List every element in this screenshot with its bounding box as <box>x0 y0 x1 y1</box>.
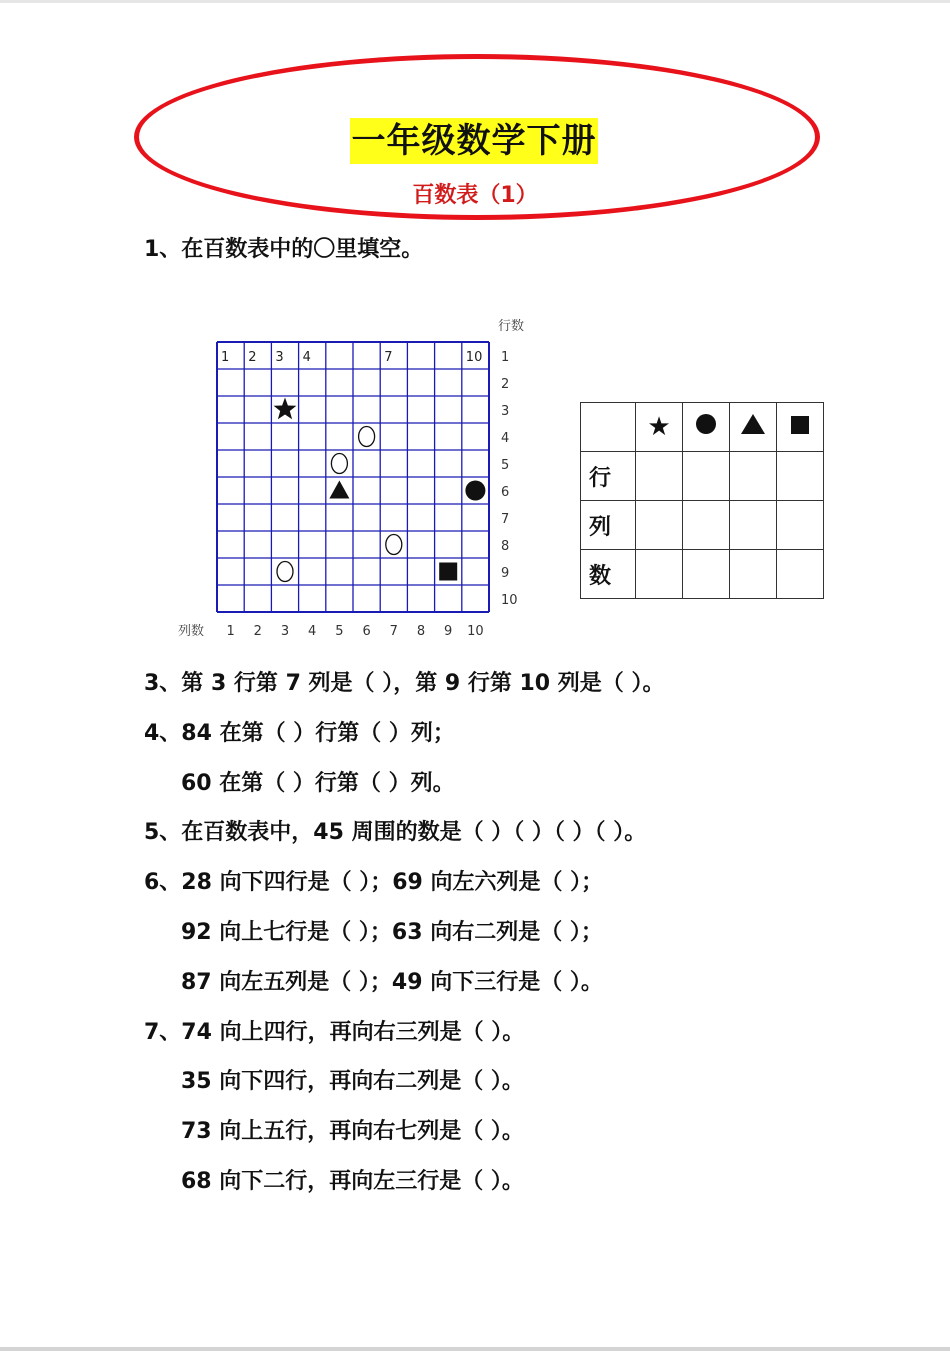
top-edge <box>0 0 950 3</box>
column-axis-label: 列数 <box>178 624 205 639</box>
column-number: 4 <box>308 624 317 639</box>
answer-cell[interactable] <box>730 501 777 550</box>
blank-circle <box>331 454 347 474</box>
answer-cell[interactable] <box>683 501 730 550</box>
dot-icon <box>465 481 485 501</box>
triangle-icon <box>329 481 349 499</box>
answer-cell[interactable] <box>683 452 730 501</box>
blank-circle <box>386 535 402 555</box>
column-number: 6 <box>362 624 371 639</box>
symbol-header-cell <box>683 403 730 452</box>
row-number: 8 <box>501 539 510 554</box>
column-number: 10 <box>467 624 484 639</box>
question-line: 3、第 3 行第 7 列是（ ），第 9 行第 10 列是（ ）。 <box>144 671 665 696</box>
page-title: 一年级数学下册 <box>350 118 598 164</box>
question-line: 73 向上五行，再向右七列是（ ）。 <box>181 1119 524 1145</box>
answer-cell[interactable] <box>636 501 683 550</box>
blank-circle <box>359 427 375 447</box>
column-number: 5 <box>335 624 344 639</box>
hundred-chart-grid <box>170 308 540 648</box>
star-icon <box>274 398 297 420</box>
answer-cell[interactable] <box>777 501 824 550</box>
bottom-edge <box>0 1347 950 1351</box>
square-icon <box>439 563 457 581</box>
symbol-header-cell <box>777 403 824 452</box>
question-line: 35 向下四行，再向右二列是（ ）。 <box>181 1069 524 1095</box>
page-subtitle: 百数表（1） <box>412 183 538 208</box>
row-number: 5 <box>501 458 510 473</box>
row-heading: 数 <box>581 550 636 599</box>
symbol-header-row <box>581 403 824 452</box>
column-number: 7 <box>389 624 398 639</box>
answer-cell[interactable] <box>777 452 824 501</box>
symbol-position-table <box>580 402 824 599</box>
question-1: 1、在百数表中的〇里填空。 <box>144 237 424 262</box>
top-row-number: 3 <box>275 350 284 365</box>
question-line: 6、28 向下四行是（ ）；69 向左六列是（ ）； <box>144 870 604 896</box>
question-line: 92 向上七行是（ ）；63 向右二列是（ ）； <box>181 920 603 945</box>
blank-circle <box>277 562 293 582</box>
row-heading: 行 <box>581 452 636 501</box>
answer-cell[interactable] <box>636 550 683 599</box>
question-line: 87 向左五列是（ ）；49 向下三行是（ ）。 <box>181 969 603 995</box>
square-icon <box>791 416 809 434</box>
top-row-number: 4 <box>302 350 311 365</box>
symbol-table-row <box>581 550 824 599</box>
column-number: 2 <box>253 624 262 639</box>
top-row-number: 7 <box>384 350 393 365</box>
row-number: 6 <box>501 485 510 500</box>
row-number: 7 <box>501 512 510 527</box>
column-number: 9 <box>444 624 453 639</box>
row-axis-label: 行数 <box>498 319 525 334</box>
answer-cell[interactable] <box>683 550 730 599</box>
top-row-number: 1 <box>221 350 230 365</box>
corner-cell <box>581 403 636 452</box>
row-number: 10 <box>501 593 518 608</box>
question-line: 4、84 在第（ ）行第（ ）列； <box>144 720 455 746</box>
row-number: 4 <box>501 431 510 446</box>
answer-cell[interactable] <box>730 550 777 599</box>
row-number: 2 <box>501 377 510 392</box>
question-line: 5、在百数表中，45 周围的数是（ ）（ ）（ ）（ ）。 <box>144 820 647 846</box>
row-number: 3 <box>501 404 510 419</box>
answer-cell[interactable] <box>636 452 683 501</box>
row-heading: 列 <box>581 501 636 550</box>
top-row-number: 10 <box>465 350 483 365</box>
triangle-icon <box>741 414 765 434</box>
column-number: 8 <box>416 624 426 639</box>
question-line: 68 向下二行，再向左三行是（ ）。 <box>181 1169 524 1194</box>
question-line: 7、74 向上四行，再向右三列是（ ）。 <box>144 1019 525 1045</box>
row-number: 9 <box>501 566 510 581</box>
dot-icon <box>696 414 716 434</box>
symbol-header-cell <box>730 403 777 452</box>
question-line: 60 在第（ ）行第（ ）列。 <box>181 770 455 796</box>
symbol-table-row <box>581 501 824 550</box>
column-number: 1 <box>226 624 235 639</box>
answer-cell[interactable] <box>777 550 824 599</box>
top-row-number: 2 <box>248 350 257 365</box>
column-number: 3 <box>280 624 290 639</box>
symbol-header-cell <box>636 403 683 452</box>
symbol-table-row <box>581 452 824 501</box>
row-number: 1 <box>501 350 510 365</box>
answer-cell[interactable] <box>730 452 777 501</box>
star-icon: ★ <box>647 411 671 442</box>
